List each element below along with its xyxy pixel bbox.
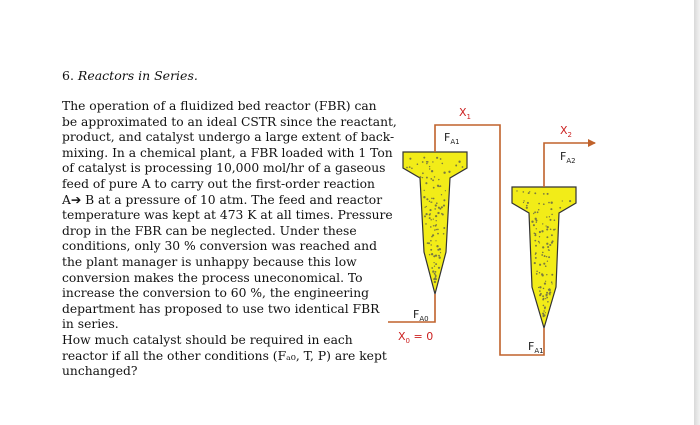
catalyst-particle (437, 185, 439, 187)
catalyst-particle (546, 228, 548, 230)
catalyst-particle (536, 228, 537, 229)
catalyst-particle (433, 262, 434, 263)
catalyst-particle (426, 206, 427, 207)
catalyst-particle (443, 205, 445, 207)
catalyst-particle (546, 274, 547, 275)
catalyst-particle (543, 263, 545, 265)
catalyst-particle (438, 207, 440, 209)
catalyst-particle (552, 283, 553, 284)
catalyst-particle (533, 224, 535, 226)
catalyst-particle (546, 256, 547, 257)
catalyst-particle (409, 166, 411, 168)
fa0-label: $F_{A0}$ (413, 308, 429, 323)
catalyst-particle (428, 242, 430, 244)
statement-line: mixing. In a chemical plant, a FBR loaded with 1 Ton (62, 145, 393, 160)
catalyst-particle (542, 295, 544, 297)
statement-line: drop in the FBR can be neglected. Under these (62, 223, 357, 238)
problem-number: 6. (62, 68, 74, 83)
statement-line: be approximated to an ideal CSTR since the reactant, (62, 114, 397, 129)
statement-line: in series. (62, 317, 119, 332)
catalyst-particle (549, 244, 551, 246)
catalyst-particle (424, 207, 425, 208)
catalyst-particle (559, 207, 561, 209)
catalyst-particle (448, 171, 450, 173)
catalyst-particle (433, 218, 434, 219)
catalyst-particle (438, 179, 439, 180)
catalyst-particle (550, 208, 552, 210)
catalyst-particle (429, 217, 431, 219)
catalyst-particle (543, 203, 545, 205)
catalyst-particle (543, 193, 545, 195)
catalyst-particle (431, 198, 432, 199)
catalyst-particle (425, 213, 427, 215)
catalyst-particle (550, 229, 552, 231)
statement-line: reactor if all the other conditions (Fₐ₀, T, P) are kept (62, 348, 387, 363)
catalyst-particle (555, 229, 556, 230)
catalyst-particle (526, 205, 528, 207)
catalyst-particle (545, 312, 546, 313)
catalyst-particle (529, 191, 530, 192)
catalyst-particle (434, 278, 436, 280)
catalyst-particle (433, 187, 435, 189)
statement-line: department has proposed to use two identical FBR (62, 301, 380, 316)
catalyst-particle (431, 253, 433, 255)
catalyst-particle (526, 207, 528, 209)
catalyst-particle (551, 281, 553, 283)
catalyst-particle (548, 249, 550, 251)
catalyst-particle (429, 168, 430, 169)
catalyst-particle (433, 225, 434, 226)
statement-line: the plant manager is unhappy because this low (62, 254, 357, 269)
catalyst-particle (546, 243, 548, 245)
catalyst-particle (549, 293, 551, 295)
catalyst-particle (426, 161, 428, 163)
catalyst-particle (546, 236, 548, 238)
catalyst-particle (539, 242, 540, 243)
catalyst-particle (430, 249, 432, 251)
catalyst-particle (534, 192, 536, 194)
catalyst-particle (443, 227, 445, 229)
catalyst-particle (435, 215, 437, 217)
catalyst-particle (458, 161, 460, 163)
catalyst-particle (548, 202, 550, 204)
catalyst-particle (546, 216, 547, 217)
reactor-1-vessel (403, 152, 467, 294)
catalyst-particle (443, 172, 445, 174)
catalyst-particle (440, 185, 442, 187)
fa2-label: $F_{A2}$ (560, 150, 576, 165)
catalyst-particle (535, 245, 537, 247)
catalyst-particle (534, 234, 536, 236)
catalyst-particle (545, 298, 546, 299)
catalyst-particle (429, 166, 430, 167)
statement-line: of catalyst is processing 10,000 mol/hr of a gaseous (62, 161, 386, 176)
catalyst-particle (569, 200, 571, 202)
catalyst-particle (536, 222, 537, 223)
catalyst-particle (434, 229, 435, 230)
catalyst-particle (544, 283, 545, 284)
catalyst-particle (434, 176, 436, 178)
catalyst-particle (430, 178, 432, 180)
catalyst-particle (434, 266, 435, 267)
catalyst-particle (435, 263, 437, 265)
statement-line: temperature was kept at 473 K at all times. Pressure (62, 208, 393, 223)
statement-line: unchanged? (62, 364, 138, 379)
catalyst-particle (551, 274, 553, 276)
catalyst-particle (547, 301, 549, 303)
catalyst-particle (432, 179, 434, 181)
catalyst-particle (523, 202, 524, 203)
problem-title: Reactors in Series. (77, 68, 198, 83)
catalyst-particle (527, 202, 529, 204)
catalyst-particle (406, 167, 408, 169)
catalyst-particle (424, 190, 425, 191)
statement-line: The operation of a fluidized bed reactor (FBR) can (62, 99, 377, 113)
catalyst-particle (435, 240, 436, 241)
catalyst-particle (547, 246, 549, 248)
catalyst-particle (426, 198, 428, 200)
catalyst-particle (426, 163, 427, 164)
x1-label: $X_1$ (459, 106, 472, 121)
catalyst-particle (535, 218, 537, 220)
catalyst-particle (431, 236, 433, 238)
catalyst-particle (425, 223, 427, 225)
catalyst-particle (523, 191, 525, 193)
catalyst-particle (549, 289, 551, 291)
catalyst-particle (544, 306, 546, 308)
catalyst-particle (546, 297, 548, 299)
catalyst-particle (422, 177, 423, 178)
catalyst-particle (436, 224, 437, 225)
x2-label: $X_2$ (560, 124, 573, 139)
catalyst-particle (417, 163, 419, 165)
catalyst-particle (437, 229, 439, 231)
catalyst-particle (541, 230, 543, 232)
catalyst-particle (547, 193, 549, 195)
catalyst-particle (551, 202, 553, 204)
catalyst-particle (538, 209, 540, 211)
catalyst-particle (538, 241, 540, 243)
catalyst-particle (545, 281, 546, 282)
catalyst-particle (539, 236, 540, 237)
statement-line: increase the conversion to 60 %, the engineering (62, 286, 369, 301)
catalyst-particle (426, 177, 428, 179)
catalyst-particle (535, 254, 536, 255)
catalyst-particle (538, 287, 539, 288)
catalyst-particle (542, 223, 543, 224)
catalyst-particle (429, 200, 431, 202)
catalyst-particle (542, 274, 544, 276)
catalyst-particle (542, 252, 544, 254)
catalyst-particle (438, 267, 440, 269)
catalyst-particle (539, 286, 541, 288)
catalyst-particle (437, 233, 439, 235)
catalyst-particle (456, 165, 457, 166)
catalyst-particle (542, 313, 544, 315)
catalyst-particle (543, 305, 545, 307)
x0-label: $X_0 = 0$ (398, 330, 434, 345)
catalyst-particle (551, 242, 553, 244)
catalyst-particle (443, 233, 445, 235)
catalyst-particle (548, 256, 550, 258)
catalyst-particle (419, 176, 421, 178)
catalyst-particle (441, 194, 442, 195)
catalyst-particle (545, 265, 547, 267)
catalyst-particle (445, 190, 446, 191)
catalyst-particle (534, 211, 536, 213)
catalyst-particle (436, 202, 438, 204)
catalyst-particle (544, 255, 546, 257)
catalyst-particle (437, 212, 439, 214)
catalyst-particle (422, 172, 424, 174)
catalyst-particle (542, 299, 544, 301)
catalyst-particle (543, 288, 545, 290)
catalyst-particle (539, 294, 541, 296)
catalyst-particle (430, 240, 432, 242)
catalyst-particle (442, 213, 444, 215)
statement-line: feed of pure A to carry out the first-order reaction (62, 176, 375, 191)
statement-line: How much catalyst should be required in each (62, 332, 353, 347)
catalyst-particle (551, 234, 553, 236)
catalyst-particle (440, 158, 442, 160)
catalyst-particle (441, 163, 443, 165)
catalyst-particle (537, 211, 539, 213)
catalyst-particle (528, 192, 530, 194)
reactor-2-vessel (512, 187, 576, 328)
catalyst-particle (432, 272, 433, 273)
catalyst-particle (534, 240, 536, 242)
catalyst-particle (411, 168, 413, 170)
catalyst-particle (523, 200, 524, 201)
catalyst-particle (551, 214, 553, 216)
catalyst-particle (422, 161, 424, 163)
catalyst-particle (430, 226, 432, 228)
catalyst-particle (541, 254, 543, 256)
catalyst-particle (546, 295, 547, 296)
catalyst-particle (423, 157, 425, 159)
fa1-top-label: $F_{A1}$ (444, 131, 460, 146)
catalyst-particle (439, 257, 441, 259)
statement-line: A➔ B at a pressure of 10 atm. The feed and reactor (62, 192, 383, 207)
catalyst-particle (443, 199, 445, 201)
catalyst-particle (440, 252, 441, 253)
catalyst-particle (531, 221, 533, 223)
catalyst-particle (547, 226, 549, 228)
statement-line: product, and catalyst undergo a large extent of back- (62, 130, 395, 145)
catalyst-particle (429, 254, 431, 256)
catalyst-particle (432, 161, 433, 162)
catalyst-particle (430, 219, 432, 221)
catalyst-particle (462, 166, 464, 168)
catalyst-particle (435, 271, 437, 273)
catalyst-particle (538, 203, 540, 205)
catalyst-particle (546, 225, 547, 226)
catalyst-particle (536, 271, 538, 273)
catalyst-particle (431, 267, 433, 269)
catalyst-particle (546, 292, 548, 294)
catalyst-particle (516, 190, 517, 191)
catalyst-particle (549, 216, 550, 217)
catalyst-particle (431, 170, 433, 172)
catalyst-particle (429, 213, 430, 214)
catalyst-particle (425, 182, 427, 184)
catalyst-particle (436, 229, 437, 230)
catalyst-particle (433, 198, 435, 200)
catalyst-particle (436, 157, 438, 159)
catalyst-particle (430, 202, 431, 203)
catalyst-particle (536, 273, 538, 275)
catalyst-particle (543, 310, 545, 312)
catalyst-particle (535, 257, 537, 259)
catalyst-particle (539, 231, 541, 233)
catalyst-particle (423, 196, 425, 198)
statement-line: conversion makes the process uneconomical. To (62, 270, 363, 285)
catalyst-particle (534, 262, 536, 264)
catalyst-particle (547, 261, 548, 262)
catalyst-particle (562, 200, 563, 201)
catalyst-particle (539, 290, 541, 292)
catalyst-particle (439, 248, 441, 250)
catalyst-particle (435, 274, 436, 275)
catalyst-particle (435, 204, 437, 206)
product-stream-line (544, 143, 595, 187)
catalyst-particle (533, 213, 534, 214)
catalyst-particle (429, 209, 431, 211)
catalyst-particle (441, 206, 443, 208)
statement-line: conditions, only 30 % conversion was reached and (62, 239, 377, 254)
catalyst-particle (542, 246, 544, 248)
catalyst-particle (436, 245, 438, 247)
catalyst-particle (539, 264, 541, 266)
fa1-bottom-label: $F_{A1}$ (528, 340, 544, 355)
catalyst-particle (434, 281, 436, 283)
catalyst-particle (435, 254, 437, 256)
catalyst-particle (543, 314, 545, 316)
catalyst-particle (539, 272, 540, 273)
catalyst-particle (435, 276, 437, 278)
catalyst-particle (434, 208, 436, 210)
catalyst-particle (431, 244, 432, 245)
catalyst-particle (554, 219, 556, 221)
catalyst-particle (436, 220, 437, 221)
catalyst-particle (409, 158, 411, 160)
catalyst-particle (438, 255, 440, 257)
catalyst-particle (424, 215, 426, 217)
catalyst-particle (549, 219, 551, 221)
